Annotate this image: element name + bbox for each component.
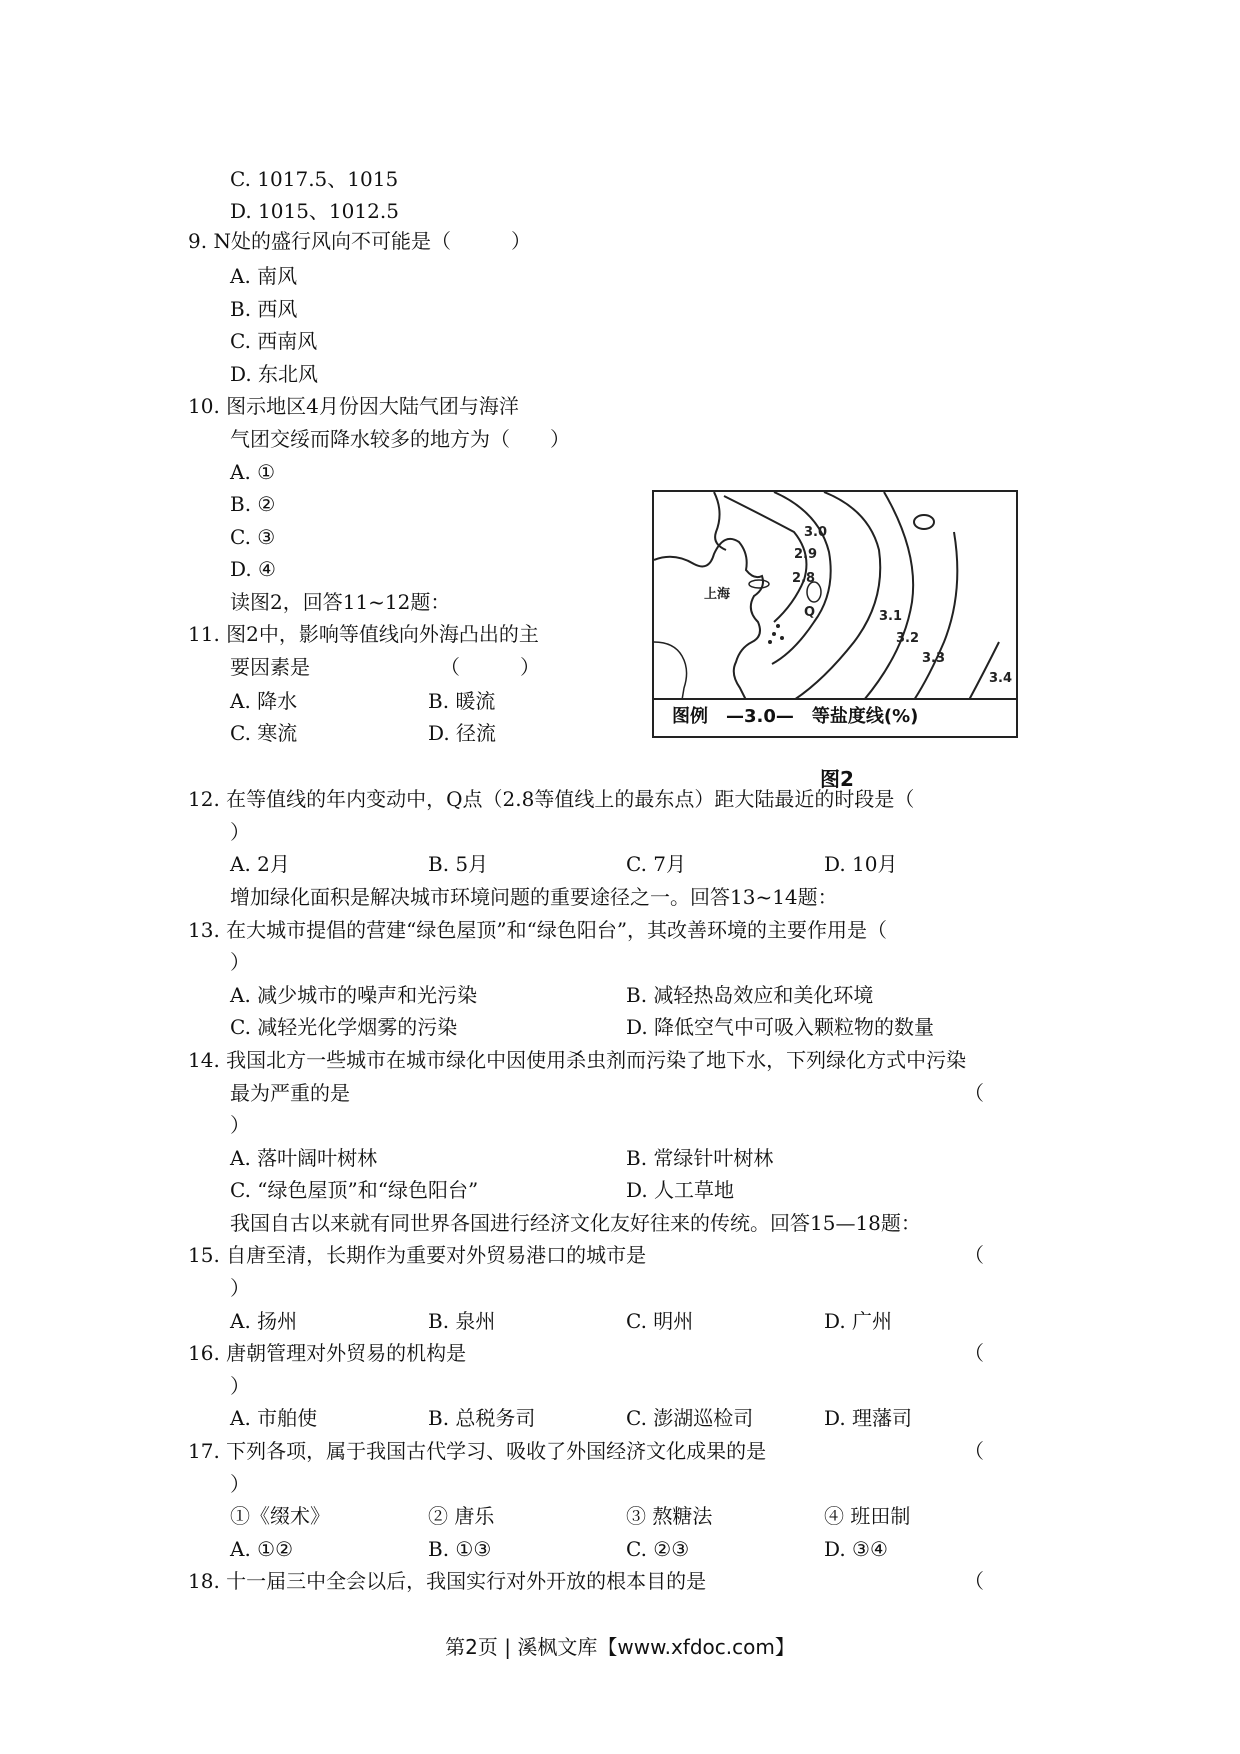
text-line: 增加绿化面积是解决城市环境问题的重要途径之一。回答13~14题： xyxy=(230,885,838,909)
map-point-label: Q xyxy=(804,605,816,620)
text-line: 11. 图2中，影响等值线向外海凸出的主 xyxy=(188,622,539,646)
text-line: 16. 唐朝管理对外贸易的机构是 xyxy=(188,1341,467,1365)
text-line: A. 市舶使 xyxy=(230,1406,318,1430)
text-line: ③ 熬糖法 xyxy=(626,1504,713,1528)
text-line: 14. 我国北方一些城市在城市绿化中因使用杀虫剂而污染了地下水，下列绿化方式中污染 xyxy=(188,1048,967,1072)
text-line: C. 寒流 xyxy=(230,721,298,745)
text-line: （ xyxy=(964,1439,984,1463)
text-line: D. ③④ xyxy=(824,1537,888,1561)
text-line: ） xyxy=(230,1113,250,1137)
text-line: 13. 在大城市提倡的营建“绿色屋顶”和“绿色阳台”，其改善环境的主要作用是（ xyxy=(188,918,888,942)
text-line: C. ③ xyxy=(230,525,276,549)
text-line: ） xyxy=(230,820,250,844)
text-line: ② 唐乐 xyxy=(428,1504,495,1528)
text-line: B. 总税务司 xyxy=(428,1406,536,1430)
contour-label-3-4: 3.4 xyxy=(989,671,1013,686)
contour-label-3-2: 3.2 xyxy=(896,631,920,646)
text-line: 9. N处的盛行风向不可能是（ ） xyxy=(188,229,531,253)
page-footer: 第2页 | 溪枫文库【www.xfdoc.com】 xyxy=(445,1635,795,1659)
text-line: ） xyxy=(230,1374,250,1398)
text-line: 18. 十一届三中全会以后，我国实行对外开放的根本目的是 xyxy=(188,1569,707,1593)
salinity-map-figure xyxy=(652,490,1018,738)
text-line: C. ②③ xyxy=(626,1537,690,1561)
text-line: D. 人工草地 xyxy=(626,1178,735,1202)
text-line: D. 1015、1012.5 xyxy=(230,199,399,223)
text-line: （ xyxy=(964,1569,984,1593)
text-line: 15. 自唐至清，长期作为重要对外贸易港口的城市是 xyxy=(188,1243,647,1267)
text-line: 12. 在等值线的年内变动中，Q点（2.8等值线上的最东点）距大陆最近的时段是（ xyxy=(188,787,915,811)
text-line: A. ① xyxy=(230,460,276,484)
text-line: B. 西风 xyxy=(230,297,298,321)
text-line: C. 明州 xyxy=(626,1309,694,1333)
contour-label-3-3: 3.3 xyxy=(922,651,946,666)
text-line: A. 2月 xyxy=(230,852,290,876)
text-line: D. 10月 xyxy=(824,852,898,876)
text-line: （ xyxy=(964,1341,984,1365)
contour-label-3-1: 3.1 xyxy=(879,609,903,624)
text-line: ） xyxy=(230,1472,250,1496)
text-line: D. 广州 xyxy=(824,1309,893,1333)
text-line: 读图2，回答11~12题： xyxy=(230,590,451,614)
text-line: 要因素是 （ ） xyxy=(230,655,540,679)
text-line: C. “绿色屋顶”和“绿色阳台” xyxy=(230,1178,479,1202)
text-line: A. 降水 xyxy=(230,689,298,713)
text-line: A. 减少城市的噪声和光污染 xyxy=(230,983,478,1007)
text-line: A. 落叶阔叶树林 xyxy=(230,1146,378,1170)
text-line: ） xyxy=(230,950,250,974)
text-line: 气团交绥而降水较多的地方为（ ） xyxy=(230,427,570,451)
salinity-contour-map xyxy=(654,492,1016,700)
text-line: C. 1017.5、1015 xyxy=(230,167,399,191)
text-line: ④ 班田制 xyxy=(824,1504,911,1528)
text-line: B. 常绿针叶树林 xyxy=(626,1146,774,1170)
text-line: 10. 图示地区4月份因大陆气团与海洋 xyxy=(188,394,519,418)
text-line: B. ② xyxy=(230,492,276,516)
text-line: D. 降低空气中可吸入颗粒物的数量 xyxy=(626,1015,935,1039)
text-line: C. 7月 xyxy=(626,852,687,876)
text-line: 17. 下列各项，属于我国古代学习、吸收了外国经济文化成果的是 xyxy=(188,1439,767,1463)
text-line: B. 减轻热岛效应和美化环境 xyxy=(626,983,874,1007)
text-line: A. 扬州 xyxy=(230,1309,298,1333)
text-line: ） xyxy=(230,1276,250,1300)
text-line: （ xyxy=(964,1243,984,1267)
text-line: D. 东北风 xyxy=(230,362,319,386)
text-line: C. 澎湖巡检司 xyxy=(626,1406,754,1430)
text-line: C. 西南风 xyxy=(230,329,318,353)
contour-label-3-0: 3.0 xyxy=(804,525,828,540)
text-line: B. ①③ xyxy=(428,1537,492,1561)
text-line: C. 减轻光化学烟雾的污染 xyxy=(230,1015,458,1039)
text-line: A. 南风 xyxy=(230,264,298,288)
text-line: （ xyxy=(964,1081,984,1105)
text-line: B. 5月 xyxy=(428,852,489,876)
text-line: ①《缀术》 xyxy=(230,1504,330,1528)
figure-caption: 图2 xyxy=(820,767,854,791)
text-line: D. 径流 xyxy=(428,721,497,745)
map-legend: 图例 —3.0— 等盐度线(%) xyxy=(654,698,1016,736)
text-line: A. ①② xyxy=(230,1537,294,1561)
contour-label-2-8: 2.8 xyxy=(792,571,816,586)
text-line: 最为严重的是 xyxy=(230,1081,350,1105)
text-line: B. 泉州 xyxy=(428,1309,496,1333)
text-line: D. 理藩司 xyxy=(824,1406,913,1430)
text-line: 我国自古以来就有同世界各国进行经济文化友好往来的传统。回答15—18题： xyxy=(230,1211,921,1235)
text-line: B. 暖流 xyxy=(428,689,496,713)
map-city-label: 上海 xyxy=(704,587,731,602)
text-line: D. ④ xyxy=(230,557,276,581)
contour-label-2-9: 2.9 xyxy=(794,547,818,562)
